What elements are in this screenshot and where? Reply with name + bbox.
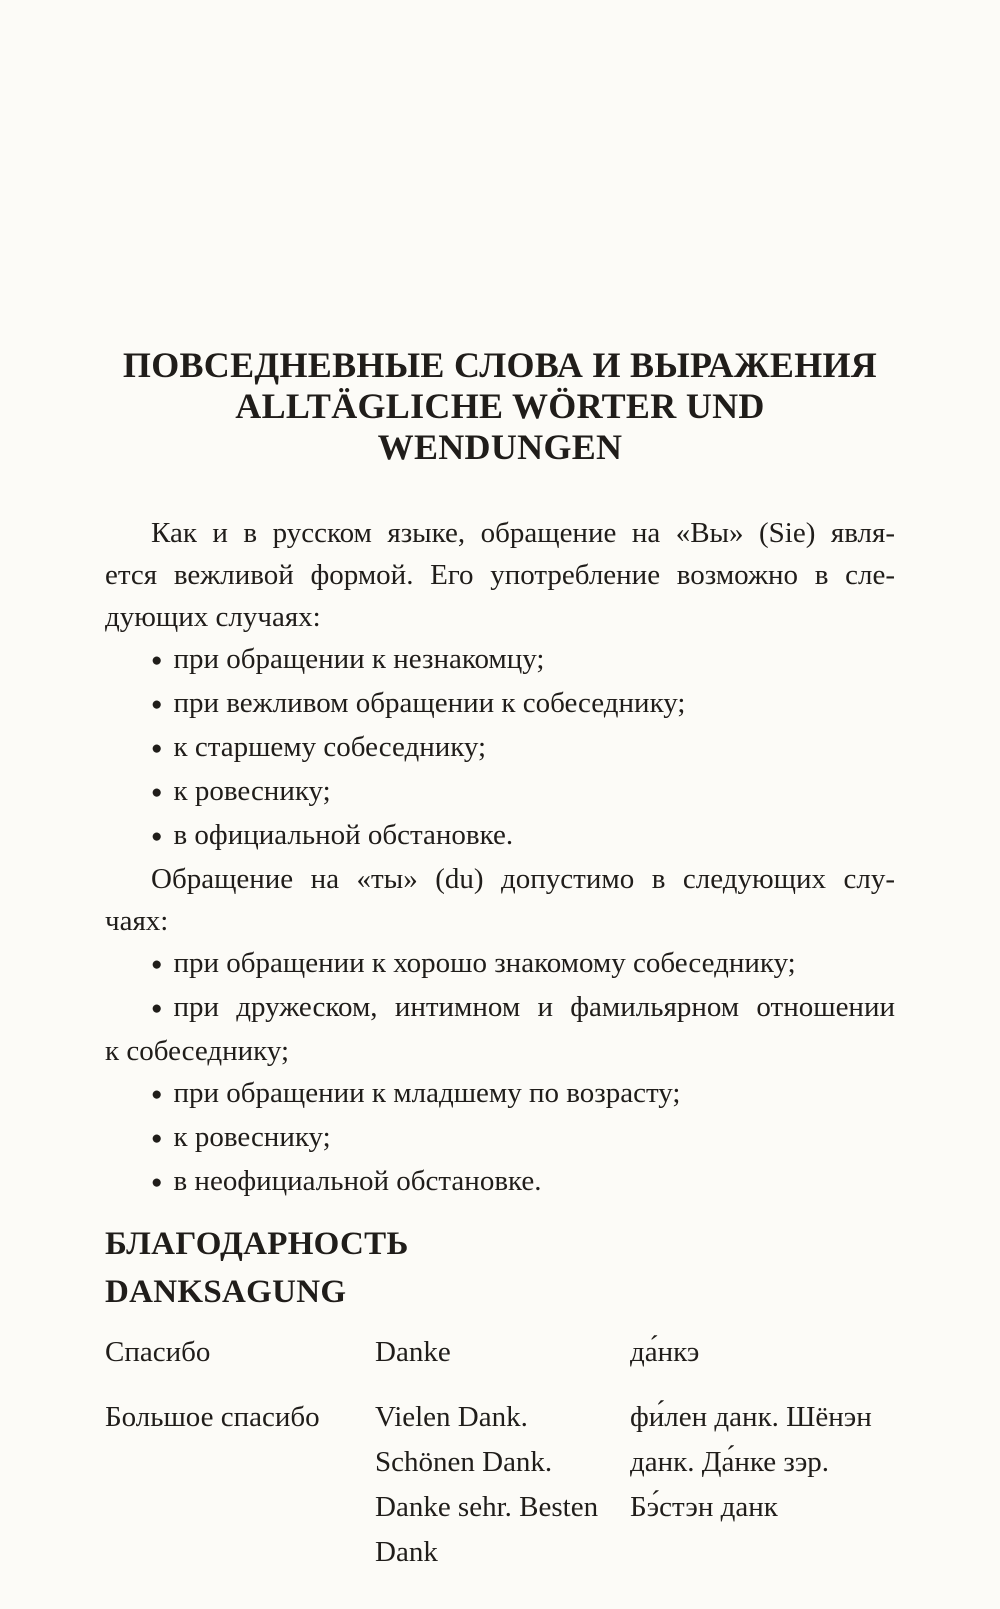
cell-line: Спасибо [105,1336,211,1368]
bullet-item [105,638,895,682]
cell-line: Danke sehr. Besten [375,1491,599,1523]
cell-line: Vielen Dank. [375,1401,528,1433]
section-title-german: DANKSAGUNG [105,1274,347,1310]
cell-line: Schönen Dank. [375,1446,553,1478]
bullet-item [105,1072,895,1116]
text-line: дующих случаях: [105,601,321,633]
bullet-icon: ● [151,694,163,715]
text-line: ● к старшему собеседнику; [105,726,895,770]
section-title-russian: БЛАГОДАРНОСТЬ [105,1226,409,1262]
german-cell [375,1330,630,1375]
text-line: ● к ровеснику; [105,770,895,814]
phrase-table [105,1330,895,1575]
chapter-title [105,345,895,468]
bullet-item [105,770,895,814]
chapter-title-line-de-1: ALLTÄGLICHE WÖRTER UND [235,386,765,426]
text-line: ● при обращении к младшему по возрасту; [105,1072,895,1116]
text-line: ется вежливой формой. Его употребление возможно в сле- [105,559,895,591]
bullet-icon: ● [151,782,163,803]
russian-cell [105,1395,375,1575]
text-line: ● при дружеском, интимном и фамильярном отношении [105,986,895,1030]
text-line: ● к ровеснику; [105,1116,895,1160]
bullet-item [105,1160,895,1204]
cell-line: фи́лен данк. Шёнэн [630,1401,872,1433]
paragraph [105,512,895,638]
section-title [105,1220,895,1316]
text-line: к собеседнику; [105,1035,290,1067]
bullet-icon: ● [151,1172,163,1193]
bullet-item [105,726,895,770]
german-cell [375,1395,630,1575]
bullet-item [105,942,895,986]
cell-line: Большое спасибо [105,1401,320,1433]
bullet-icon: ● [151,650,163,671]
cell-line: Danke [375,1336,451,1368]
text-line: Как и в русском языке, обращение на «Вы» (Sie) явля- [151,517,895,549]
bullet-icon: ● [151,826,163,847]
phrase-row [105,1330,895,1375]
bullet-icon: ● [151,738,163,759]
bullet-icon: ● [151,1084,163,1105]
cell-line: да́нкэ [630,1336,700,1368]
bullet-item [105,682,895,726]
cell-line: Бэ́стэн данк [630,1491,778,1523]
bullet-item [105,1116,895,1160]
text-line: ● в официальной обстановке. [105,814,895,858]
text-line: чаях: [105,905,169,937]
text-line: ● в неофициальной обстановке. [105,1160,895,1204]
chapter-title-line-de-2: WENDUNGEN [377,427,623,467]
chapter-title-line-ru: ПОВСЕДНЕВНЫЕ СЛОВА И ВЫРАЖЕНИЯ [122,345,878,385]
cell-line: Dank [375,1536,438,1568]
bullet-icon: ● [151,1128,163,1149]
cell-line: данк. Да́нке зэр. [630,1446,830,1478]
text-line: ● при обращении к незнакомцу; [105,638,895,682]
bullet-icon: ● [151,998,163,1019]
text-line: ● при обращении к хорошо знакомому собеседнику; [105,942,895,986]
paragraph [105,858,895,942]
transcription-cell [630,1330,895,1375]
text-line: ● при вежливом обращении к собеседнику; [105,682,895,726]
intro-text [105,512,895,1204]
bullet-item [105,814,895,858]
transcription-cell [630,1395,895,1575]
bullet-icon: ● [151,954,163,975]
text-line: Обращение на «ты» (du) допустимо в следующих слу- [151,863,895,895]
phrase-row [105,1395,895,1575]
bullet-item [105,986,895,1072]
russian-cell [105,1330,375,1375]
